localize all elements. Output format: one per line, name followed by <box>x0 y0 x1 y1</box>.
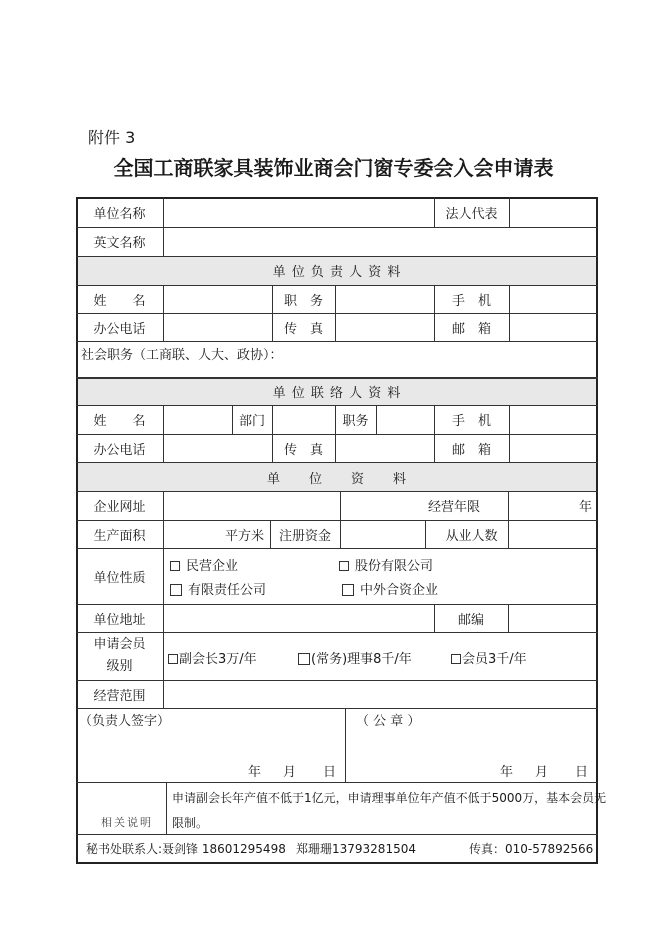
leader-fax-input[interactable] <box>336 314 434 341</box>
checkbox[interactable] <box>451 654 461 664</box>
address-label: 单位地址 <box>93 612 146 628</box>
member-level-label-line2: 级别 <box>106 659 133 674</box>
unit-name-label: 单位名称 <box>93 206 146 222</box>
leader-mobile-input[interactable] <box>510 286 596 313</box>
leader-position-label: 职 务 <box>283 293 323 309</box>
contact-position-input[interactable] <box>377 406 434 434</box>
postcode-input[interactable] <box>509 605 596 632</box>
company-section-header: 单 位 资 料 <box>266 471 407 487</box>
row-divider <box>76 782 598 783</box>
level-option-director[interactable] <box>298 648 412 667</box>
contact-position-label: 职务 <box>342 414 369 429</box>
checkbox[interactable] <box>298 653 310 665</box>
checkbox[interactable] <box>339 561 349 571</box>
social-roles-label: 社会职务（工商联、人大、政协）： <box>81 348 283 363</box>
notes-line1: 申请副会长年产值不低于1亿元，申请理事单位年产值不低于5000万，基本会员无 <box>172 791 607 805</box>
leader-sign-year: 年 <box>248 765 262 780</box>
leader-signature-label: （负责人签字） <box>79 714 171 729</box>
contact-fax-input[interactable] <box>336 435 434 462</box>
capital-input[interactable] <box>341 521 425 548</box>
leader-position-input[interactable] <box>336 286 434 313</box>
option-label: 股份有限公司 <box>355 559 434 574</box>
contact-email-label: 邮 箱 <box>451 442 491 458</box>
seal-month: 月 <box>535 765 549 780</box>
col-divider <box>345 708 346 782</box>
leader-mobile-label: 手 机 <box>451 293 491 309</box>
contact-fax-label: 传 真 <box>283 442 323 458</box>
unit-name-input[interactable] <box>164 198 434 227</box>
english-name-label: 英文名称 <box>93 236 146 251</box>
secretariat-contact: 秘书处联系人:聂剑锋 18601295498 <box>86 842 286 856</box>
capital-label: 注册资金 <box>278 528 331 544</box>
contact-mobile-input[interactable] <box>510 406 596 434</box>
notes-line2: 限制。 <box>172 816 209 830</box>
contact-section-header: 单 位 联 络 人 资 料 <box>272 386 402 401</box>
seal-area[interactable] <box>347 735 596 765</box>
contact-name-label: 姓 名 <box>93 414 146 429</box>
option-label: (常务)理事8千/年 <box>311 652 412 667</box>
leader-signature-area[interactable] <box>78 735 344 765</box>
legal-rep-label: 法人代表 <box>445 206 498 222</box>
secondary-contact: 郑珊珊13793281504 <box>296 842 416 856</box>
option-label: 有限责任公司 <box>188 583 267 598</box>
checkbox[interactable] <box>170 561 180 571</box>
row-divider <box>76 708 598 709</box>
employees-input[interactable] <box>509 521 596 548</box>
employees-label: 从业人数 <box>445 528 498 544</box>
fax-number: 传真：010-57892566 <box>469 842 594 856</box>
leader-sign-month: 月 <box>283 765 297 780</box>
contact-mobile-label: 手 机 <box>451 414 491 429</box>
col-divider <box>166 782 167 834</box>
member-level-label-line1: 申请会员 <box>93 637 146 652</box>
checkbox[interactable] <box>168 654 178 664</box>
contact-email-input[interactable] <box>510 435 596 462</box>
postcode-label: 邮编 <box>457 612 484 628</box>
leader-fax-label: 传 真 <box>283 321 323 337</box>
years-label: 经营年限 <box>427 500 480 515</box>
level-option-member[interactable] <box>451 648 527 667</box>
row-divider <box>76 834 598 835</box>
social-roles-input[interactable] <box>300 342 596 377</box>
nature-option-joint-stock[interactable] <box>339 555 433 574</box>
leader-sign-day: 日 <box>323 765 337 780</box>
notes-label: 相关说明 <box>101 816 153 829</box>
seal-year: 年 <box>500 765 514 780</box>
website-label: 企业网址 <box>93 500 146 515</box>
leader-office-phone-input[interactable] <box>164 314 272 341</box>
nature-option-llc[interactable] <box>170 579 266 598</box>
leader-office-phone-label: 办公电话 <box>93 321 146 337</box>
leader-email-input[interactable] <box>510 314 596 341</box>
contact-department-input[interactable] <box>273 406 335 434</box>
website-input[interactable] <box>164 492 340 520</box>
attachment-number: 附件 3 <box>88 128 136 147</box>
level-option-vice-president[interactable] <box>168 648 257 667</box>
area-label: 生产面积 <box>93 528 146 544</box>
english-name-input[interactable] <box>164 228 596 256</box>
area-unit: 平方米 <box>224 528 264 544</box>
leader-email-label: 邮 箱 <box>451 321 491 337</box>
contact-department-label: 部门 <box>238 414 265 429</box>
nature-option-private[interactable] <box>170 555 238 574</box>
option-label: 会员3千/年 <box>462 652 527 667</box>
scope-label: 经营范围 <box>93 688 146 704</box>
scope-input[interactable] <box>164 681 596 708</box>
seal-label: （ 公 章 ） <box>356 714 421 729</box>
member-level-label <box>76 632 163 680</box>
leader-name-input[interactable] <box>164 286 272 313</box>
checkbox[interactable] <box>170 584 182 596</box>
seal-day: 日 <box>575 765 589 780</box>
address-input[interactable] <box>164 605 434 632</box>
option-label: 中外合资企业 <box>360 583 439 598</box>
area-input[interactable] <box>164 521 219 548</box>
legal-rep-input[interactable] <box>510 198 596 227</box>
checkbox[interactable] <box>342 584 354 596</box>
option-label: 副会长3万/年 <box>179 652 257 667</box>
leader-section-header: 单 位 负 责 人 资 料 <box>272 265 402 280</box>
contact-name-input[interactable] <box>164 406 232 434</box>
contact-office-phone-input[interactable] <box>164 435 272 462</box>
contact-office-phone-label: 办公电话 <box>93 442 146 458</box>
nature-option-sino-foreign[interactable] <box>342 579 438 598</box>
years-unit: 年 <box>578 500 592 515</box>
years-input[interactable] <box>509 492 579 520</box>
page-title: 全国工商联家具装饰业商会门窗专委会入会申请表 <box>113 156 554 180</box>
option-label: 民营企业 <box>186 559 239 574</box>
leader-name-label: 姓 名 <box>93 293 146 309</box>
nature-label: 单位性质 <box>93 570 146 586</box>
